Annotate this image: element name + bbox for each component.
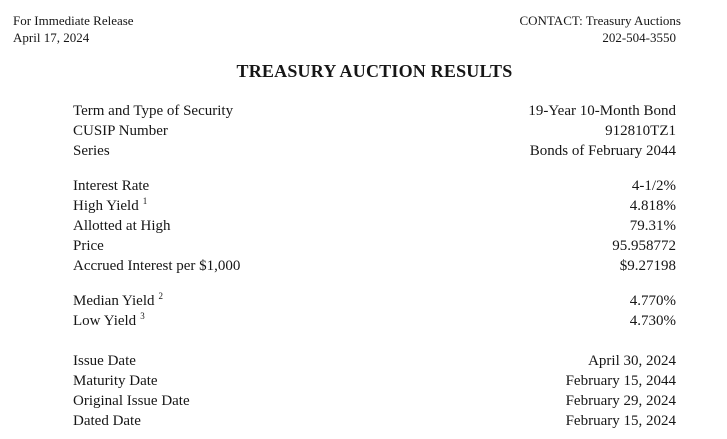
section-dates <box>73 351 676 431</box>
field-row <box>73 311 676 331</box>
field-value: 95.958772 <box>612 238 676 254</box>
field-value: 912810TZ1 <box>605 123 676 139</box>
field-row <box>73 101 676 121</box>
field-value: 79.31% <box>629 218 676 234</box>
footnote-marker: 2 <box>158 291 164 301</box>
field-row <box>73 351 676 371</box>
contact-phone: 202-504-3550 <box>602 30 676 45</box>
release-date: April 17, 2024 <box>13 30 90 45</box>
field-value: April 30, 2024 <box>588 353 676 369</box>
field-value: 19-Year 10-Month Bond <box>528 103 676 119</box>
field-label: Interest Rate <box>73 178 150 194</box>
section-yields <box>73 291 676 331</box>
field-label: Dated Date <box>73 413 141 429</box>
section-security <box>73 101 676 161</box>
field-value: 4.730% <box>629 313 676 329</box>
field-row <box>73 371 676 391</box>
field-value: Bonds of February 2044 <box>529 143 676 159</box>
field-row <box>73 291 676 311</box>
field-label: Low Yield $^3$ <box>73 311 145 329</box>
field-label: Issue Date <box>73 353 136 369</box>
field-row <box>73 121 676 141</box>
field-value: 4.770% <box>629 293 676 309</box>
release-block <box>13 12 134 46</box>
document-body <box>73 60 676 431</box>
field-value: 4.818% <box>629 198 676 214</box>
contact-block <box>519 12 681 46</box>
field-label: High Yield $^1$ <box>73 196 148 214</box>
field-value: February 29, 2024 <box>565 393 676 409</box>
footnote-marker: 1 <box>142 196 148 206</box>
field-value: February 15, 2044 <box>565 373 676 389</box>
field-label: Maturity Date <box>73 373 158 389</box>
contact-name: Treasury Auctions <box>585 13 681 28</box>
document-header <box>0 0 727 46</box>
field-value: 4-1/2% <box>631 178 676 194</box>
page-title: TREASURY AUCTION RESULTS <box>236 61 513 81</box>
footnote-marker: 3 <box>140 311 145 321</box>
contact-label: CONTACT: <box>519 13 583 28</box>
field-label: Series <box>73 143 110 159</box>
field-label: Original Issue Date <box>73 393 190 409</box>
field-value: $9.27198 <box>619 258 676 274</box>
field-row <box>73 236 676 256</box>
field-label: Term and Type of Security <box>73 103 234 119</box>
contact-line <box>519 12 681 29</box>
field-label: Price <box>73 238 104 254</box>
field-row <box>73 141 676 161</box>
section-rates <box>73 176 676 276</box>
field-row <box>73 216 676 236</box>
field-label: Accrued Interest per $1,000 <box>73 258 241 274</box>
field-row <box>73 176 676 196</box>
field-label: Allotted at High <box>73 218 171 234</box>
field-row <box>73 256 676 276</box>
results-table <box>73 101 676 431</box>
field-label: CUSIP Number <box>73 123 168 139</box>
release-line: For Immediate Release <box>13 13 134 28</box>
field-row <box>73 196 676 216</box>
field-row <box>73 411 676 431</box>
field-label: Median Yield $^2$ <box>73 291 164 309</box>
field-value: February 15, 2024 <box>565 413 676 429</box>
field-row <box>73 391 676 411</box>
